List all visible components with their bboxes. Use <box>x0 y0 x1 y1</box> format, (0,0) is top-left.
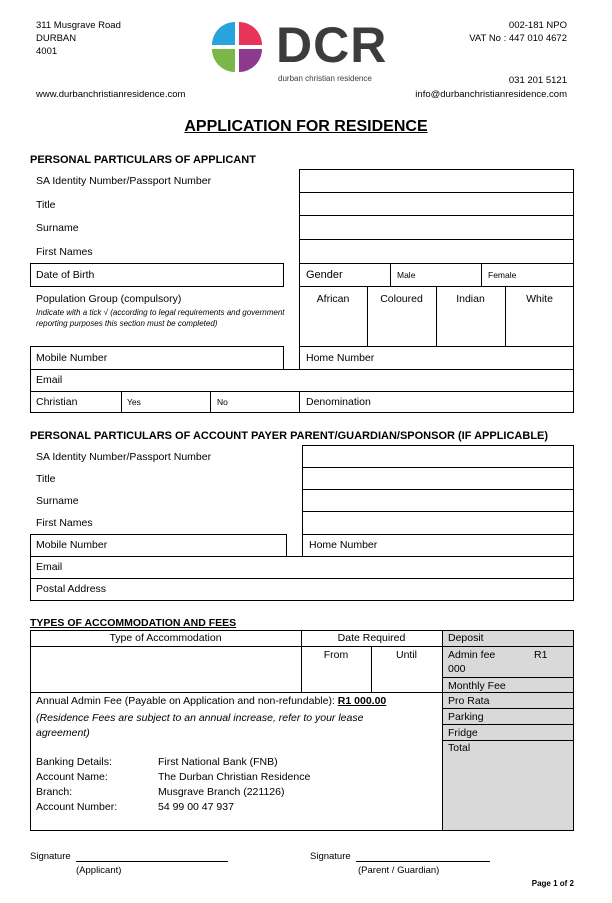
christian-row <box>30 391 574 413</box>
dcr-logo-icon <box>208 18 266 76</box>
applicant-home-label: Home Number <box>306 352 375 364</box>
from-col-header: From <box>323 649 349 661</box>
gender-male[interactable]: Male <box>397 270 416 280</box>
applicant-id-field[interactable] <box>299 169 574 193</box>
payer-id-label: SA Identity Number/Passport Number <box>36 451 212 463</box>
fees-header-line <box>30 646 442 647</box>
monthly-fee-label: Monthly Fee <box>448 680 506 692</box>
logo-text: DCR <box>276 17 388 73</box>
account-name-label: Account Name: <box>36 771 108 783</box>
payer-email-label: Email <box>36 561 63 573</box>
gender-label: Gender <box>306 269 343 281</box>
pro-rata-label: Pro Rata <box>448 695 490 707</box>
christian-divider-2 <box>210 391 211 413</box>
account-number-label: Account Number: <box>36 801 118 813</box>
pop-african[interactable]: African <box>316 293 350 305</box>
payer-postal-field[interactable] <box>30 578 574 601</box>
deposit-label: Deposit <box>448 632 484 644</box>
until-col-header: Until <box>395 649 417 661</box>
address-block <box>36 19 121 58</box>
christian-divider-1 <box>121 391 122 413</box>
applicant-heading: PERSONAL PARTICULARS OF APPLICANT <box>30 154 256 166</box>
payer-firstnames-label: First Names <box>36 517 93 529</box>
applicant-title-field[interactable] <box>299 192 574 216</box>
applicant-email-label: Email <box>36 374 63 386</box>
payer-heading: PERSONAL PARTICULARS OF ACCOUNT PAYER PARENT/GUARDIAN/SPONSOR (IF APPLICABLE) <box>30 430 549 442</box>
payer-home-label: Home Number <box>309 539 378 551</box>
phone-number: 031 201 5121 <box>508 75 567 86</box>
payer-postal-label: Postal Address <box>36 583 107 595</box>
logo-subtitle: durban christian residence <box>278 74 372 83</box>
applicant-firstnames-label: First Names <box>36 246 93 258</box>
applicant-signature-caption: (Applicant) <box>76 865 122 876</box>
address-line-3: 4001 <box>36 46 58 57</box>
fee-line-6 <box>442 740 574 741</box>
fee-line-2 <box>442 677 574 678</box>
population-label: Population Group (compulsory) <box>36 293 182 305</box>
payer-title-label: Title <box>36 473 56 485</box>
account-name-value: The Durban Christian Residence <box>158 771 311 783</box>
christian-no[interactable]: No <box>217 397 228 407</box>
fees-rows-line <box>30 692 442 693</box>
denomination-label: Denomination <box>306 396 371 408</box>
applicant-surname-field[interactable] <box>299 215 574 240</box>
annual-admin-amount: R1 000.00 <box>337 695 387 707</box>
parent-signature-label: Signature <box>310 851 351 862</box>
fee-line-4 <box>442 708 574 709</box>
gender-divider-1 <box>390 263 391 287</box>
payer-firstnames-field[interactable] <box>302 511 574 535</box>
parent-signature-line[interactable] <box>356 861 490 862</box>
gender-female[interactable]: Female <box>488 270 517 280</box>
admin-fee-label: Admin fee <box>448 649 496 661</box>
pop-white[interactable]: White <box>526 293 553 305</box>
fridge-label: Fridge <box>448 727 478 739</box>
christian-label: Christian <box>36 396 78 408</box>
email-link[interactable]: info@durbanchristianresidence.com <box>415 89 567 100</box>
applicant-firstnames-field[interactable] <box>299 239 574 264</box>
payer-title-field[interactable] <box>302 467 574 490</box>
dob-label: Date of Birth <box>36 269 95 281</box>
vat-number: VAT No : 447 010 4672 <box>469 33 567 44</box>
page-title: APPLICATION FOR RESIDENCE <box>184 118 428 135</box>
applicant-mobile-label: Mobile Number <box>36 352 108 364</box>
fee-line-3 <box>442 692 574 693</box>
payer-surname-label: Surname <box>36 495 79 507</box>
address-line-2: DURBAN <box>36 33 77 44</box>
total-label: Total <box>448 742 471 754</box>
gender-divider-2 <box>481 263 482 287</box>
branch-label: Branch: <box>36 786 73 798</box>
christian-divider-3 <box>299 391 300 413</box>
parent-signature-caption: (Parent / Guardian) <box>358 865 440 876</box>
applicant-signature-label: Signature <box>30 851 71 862</box>
pop-indian[interactable]: Indian <box>456 293 485 305</box>
annual-admin-label: Annual Admin Fee (Payable on Application and non-refundable): <box>36 695 335 707</box>
admin-fee-amount-000: 000 <box>448 663 466 675</box>
branch-value: Musgrave Branch (221126) <box>158 786 285 798</box>
applicant-title-label: Title <box>36 199 56 211</box>
fees-divider-shaded <box>442 630 443 831</box>
banking-value: First National Bank (FNB) <box>158 756 278 768</box>
account-number-value: 54 99 00 47 937 <box>158 801 234 813</box>
applicant-id-label: SA Identity Number/Passport Number <box>36 175 212 187</box>
parking-label: Parking <box>448 711 484 723</box>
npo-number: 002-181 NPO <box>508 20 567 31</box>
pop-coloured[interactable]: Coloured <box>380 293 423 305</box>
date-col-header: Date Required <box>337 632 406 644</box>
type-col-header: Type of Accommodation <box>109 632 222 644</box>
annual-admin-fee <box>36 695 386 707</box>
applicant-surname-label: Surname <box>36 222 79 234</box>
fee-line-1 <box>442 646 574 647</box>
admin-fee-amount-r: R1 <box>534 649 548 661</box>
payer-email-field[interactable] <box>30 556 574 579</box>
fees-increase-note: (Residence Fees are subject to an annual increase, refer to your lease agreement) <box>36 712 364 739</box>
payer-id-field[interactable] <box>302 445 574 468</box>
christian-yes[interactable]: Yes <box>127 397 141 407</box>
applicant-email-field[interactable] <box>30 369 574 392</box>
applicant-signature-line[interactable] <box>76 861 228 862</box>
population-note: Indicate with a tick √ (according to legal requirements and government reporting purposes this section must be completed) <box>36 308 285 328</box>
fees-heading: TYPES OF ACCOMMODATION AND FEES <box>30 617 237 629</box>
website-link[interactable]: www.durbanchristianresidence.com <box>36 89 186 100</box>
page-number: Page 1 of 2 <box>531 879 574 888</box>
address-line-1: 311 Musgrave Road <box>36 20 121 31</box>
fee-line-5 <box>442 724 574 725</box>
payer-surname-field[interactable] <box>302 489 574 512</box>
banking-label: Banking Details: <box>36 756 112 768</box>
payer-mobile-label: Mobile Number <box>36 539 108 551</box>
